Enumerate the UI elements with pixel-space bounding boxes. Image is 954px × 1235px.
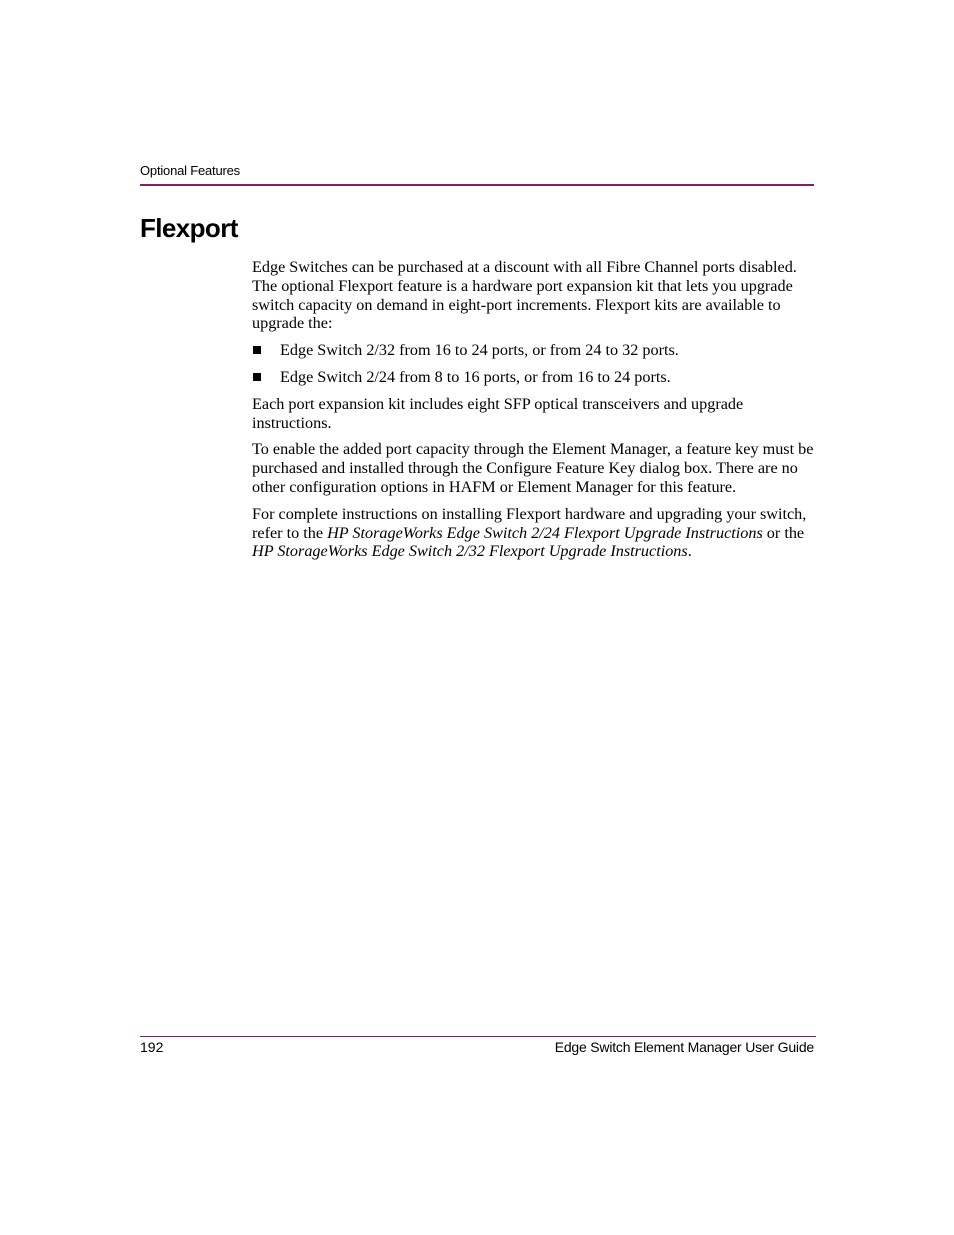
instructions-paragraph bbox=[252, 505, 814, 561]
feature-key-paragraph: To enable the added port capacity through the Element Manager, a feature key must be purchased and installed through the Configure Feature Key dialog box. There are no other configuration options in HAFM or Element Manager for this feature. bbox=[252, 440, 814, 496]
running-header: Optional Features bbox=[140, 163, 240, 178]
reference-title-2-24: HP StorageWorks Edge Switch 2/24 Flexport Upgrade Instructions bbox=[327, 523, 763, 542]
list-item-text: Edge Switch 2/32 from 16 to 24 ports, or from 24 to 32 ports. bbox=[280, 341, 679, 360]
instructions-middle: or the bbox=[762, 523, 805, 542]
page-number: 192 bbox=[140, 1039, 164, 1055]
intro-paragraph: Edge Switches can be purchased at a discount with all Fibre Channel ports disabled. The optional Flexport feature is a hardware port expansion kit that lets you upgrade switch capacity on demand in eight-port increments. Flexport kits are available to upgrade the: bbox=[252, 258, 797, 333]
upgrade-list bbox=[252, 341, 814, 387]
reference-title-2-32: HP StorageWorks Edge Switch 2/32 Flexport Upgrade Instructions bbox=[252, 542, 688, 561]
kit-note-paragraph: Each port expansion kit includes eight SFP optical transceivers and upgrade instructions. bbox=[252, 394, 744, 432]
footer-rule bbox=[140, 1036, 816, 1037]
instructions-end: . bbox=[687, 542, 692, 561]
square-bullet-icon bbox=[253, 373, 261, 381]
section-title: Flexport bbox=[140, 213, 238, 243]
header-rule bbox=[140, 184, 814, 186]
list-item-text: Edge Switch 2/24 from 8 to 16 ports, or from 16 to 24 ports. bbox=[280, 367, 671, 386]
list-item bbox=[252, 368, 814, 387]
instructions-lead: For complete instructions on installing Flexport hardware and upgrading your switch, refer to the bbox=[252, 504, 807, 542]
footer-doc-title: Edge Switch Element Manager User Guide bbox=[554, 1039, 814, 1055]
section-body bbox=[252, 258, 814, 569]
square-bullet-icon bbox=[253, 346, 261, 354]
list-item bbox=[252, 341, 814, 360]
